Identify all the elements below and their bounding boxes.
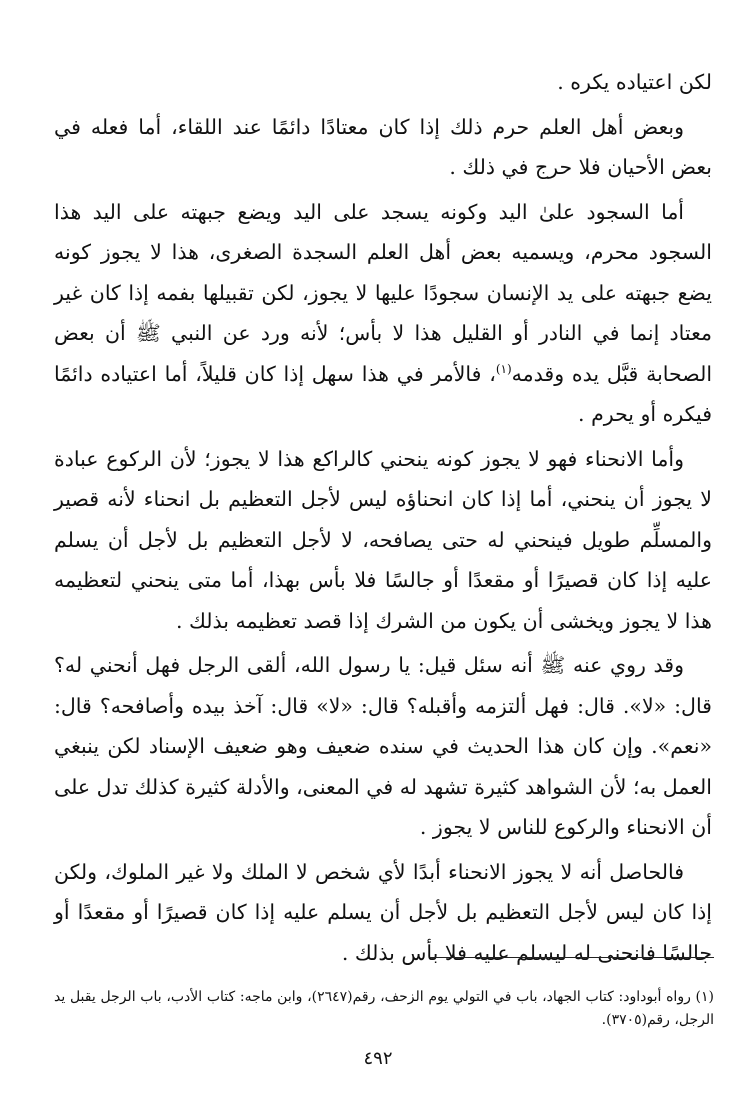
- main-text: [54, 62, 712, 977]
- paragraph: وبعض أهل العلم حرم ذلك إذا كان معتادًا دائمًا عند اللقاء، أما فعله في بعض الأحيان فلا حرج في ذلك .: [54, 114, 712, 179]
- footnote-text: (١) رواه أبوداود: كتاب الجهاد، باب في التولي يوم الزحف، رقم(٢٦٤٧)، وابن ماجه: كتاب الأدب، باب الرجل يقبل يد الرجل، رقم(٣٧٠٥).: [54, 989, 715, 1028]
- paragraph-text: ، فالأمر في هذا سهل إذا كان قليلاً، أما اعتياده دائمًا فيكره أو يحرم .: [54, 361, 712, 426]
- paragraph: وأما الانحناء فهو لا يجوز كونه ينحني كالراكع هذا لا يجوز؛ لأن الركوع عبادة لا يجوز أن ينحني، أما إذا كان انحناؤه ليس لأجل التعظيم بل انحناء لأنه قصير والمسلِّم طويل فينحني له حتى يصافحه، لا لأجل التعظيم بل لأجل أن يسلم عليه إذا كان قصيرًا أو مقعدًا أو جالسًا فلا بأس بهذا، أما متى ينحني لتعظيمه هذا لا يجوز ويخشى أن يكون من الشرك إذا قصد تعظيمه بذلك .: [54, 446, 712, 633]
- paragraph-with-footnote: [54, 192, 712, 435]
- paragraph: فالحاصل أنه لا يجوز الانحناء أبدًا لأي شخص لا الملك ولا غير الملوك، ولكن إذا كان ليس لأجل التعظيم بل لأجل أن يسلم عليه إذا كان قصيرًا أو مقعدًا أو جالسًا فانحنى له ليسلم عليه فلا بأس بذلك .: [54, 859, 712, 965]
- footnote-reference: (١): [495, 361, 512, 376]
- paragraph-text: أما السجود علىٰ اليد وكونه يسجد على اليد ويضع جبهته على اليد هذا السجود محرم، ويسميه بعض أهل العلم السجدة الصغرى، هذا لا يجوز كونه يضع جبهته على يد الإنسان سجودًا عليها لا يجوز، لكن تقبيلها بفمه إذا كان غير معتاد إنما في النادر أو القليل هذا لا بأس؛ لأنه ورد عن النبي ﷺ أن بعض الصحابة قبَّل يده وقدمه: [54, 199, 713, 386]
- paragraph: وقد روي عنه ﷺ أنه سئل قيل: يا رسول الله، ألقى الرجل فهل أنحني له؟ قال: «لا». قال: فهل ألتزمه وأقبله؟ قال: «لا» قال: آخذ بيده وأصافحه؟ قال: «نعم». وإن كان هذا الحديث في سنده ضعيف وهو ضعيف الإسناد لكن ينبغي العمل به؛ لأن الشواهد كثيرة تشهد له في المعنى، والأدلة كثيرة كذلك تدل على أن الانحناء والركوع للناس لا يجوز .: [54, 653, 712, 839]
- footnote-separator: [430, 957, 714, 958]
- footnote: [54, 986, 714, 1032]
- page-number: ٤٩٢: [363, 1048, 393, 1069]
- paragraph: لكن اعتياده يكره .: [557, 70, 712, 94]
